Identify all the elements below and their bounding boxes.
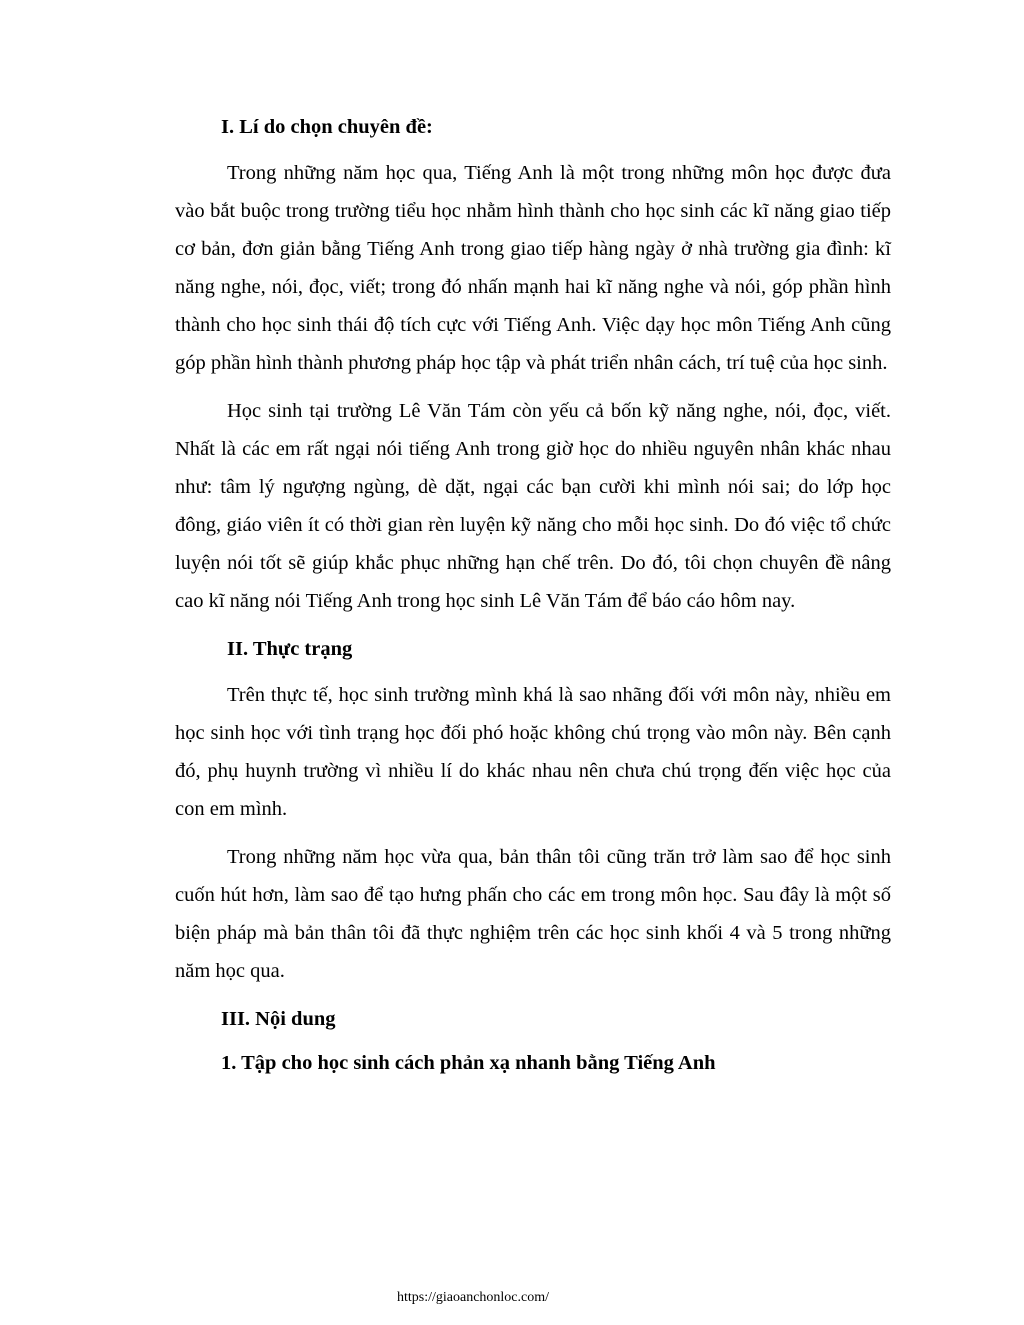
paragraph-reason-2: Học sinh tại trường Lê Văn Tám còn yếu cả bốn kỹ năng nghe, nói, đọc, viết. Nhất là các em rất ngại nói tiếng Anh trong giờ học do nhiều nguyên nhân khác nhau như: tâm lý ngượng ngùng, dè dặt, ngại các bạn cười khi mình nói sai; do lớp học đông, giáo viên ít có thời gian rèn luyện kỹ năng cho mỗi học sinh. Do đó việc tổ chức luyện nói tốt sẽ giúp khắc phục những hạn chế trên. Do đó, tôi chọn chuyên đề nâng cao kĩ năng nói Tiếng Anh trong học sinh Lê Văn Tám để báo cáo hôm nay. xyxy=(175,400,891,612)
paragraph-situation-2: Trong những năm học vừa qua, bản thân tôi cũng trăn trở làm sao để học sinh cuốn hút hơn, làm sao để tạo hưng phấn cho các em trong môn học. Sau đây là một số biện pháp mà bản thân tôi đã thực nghiệm trên các học sinh khối 4 và 5 trong những năm học qua. xyxy=(175,846,891,982)
subsection-heading-reflex: 1. Tập cho học sinh cách phản xạ nhanh bằng Tiếng Anh xyxy=(221,1052,716,1074)
paragraph-reason-1: Trong những năm học qua, Tiếng Anh là một trong những môn học được đưa vào bắt buộc trong trường tiểu học nhằm hình thành cho học sinh các kĩ năng giao tiếp cơ bản, đơn giản bằng Tiếng Anh trong giao tiếp hàng ngày ở nhà trường gia đình: kĩ năng nghe, nói, đọc, viết; trong đó nhấn mạnh hai kĩ năng nghe và nói, góp phần hình thành cho học sinh thái độ tích cực với Tiếng Anh. Việc dạy học môn Tiếng Anh cũng góp phần hình thành phương pháp học tập và phát triển nhân cách, trí tuệ của học sinh. xyxy=(175,162,891,374)
paragraph-situation-1: Trên thực tế, học sinh trường mình khá là sao nhãng đối với môn này, nhiều em học sinh học với tình trạng học đối phó hoặc không chú trọng vào môn này. Bên cạnh đó, phụ huynh trường vì nhiều lí do khác nhau nên chưa chú trọng đến việc học của con em mình. xyxy=(175,684,891,820)
section-heading-reason: I. Lí do chọn chuyên đề: xyxy=(221,116,433,138)
section-heading-situation: II. Thực trạng xyxy=(227,638,353,660)
document-body xyxy=(175,108,891,1082)
footer-url[interactable]: https://giaoanchonloc.com/ xyxy=(396,1290,550,1305)
page-footer xyxy=(0,1289,1024,1307)
section-heading-content: III. Nội dung xyxy=(221,1008,336,1030)
